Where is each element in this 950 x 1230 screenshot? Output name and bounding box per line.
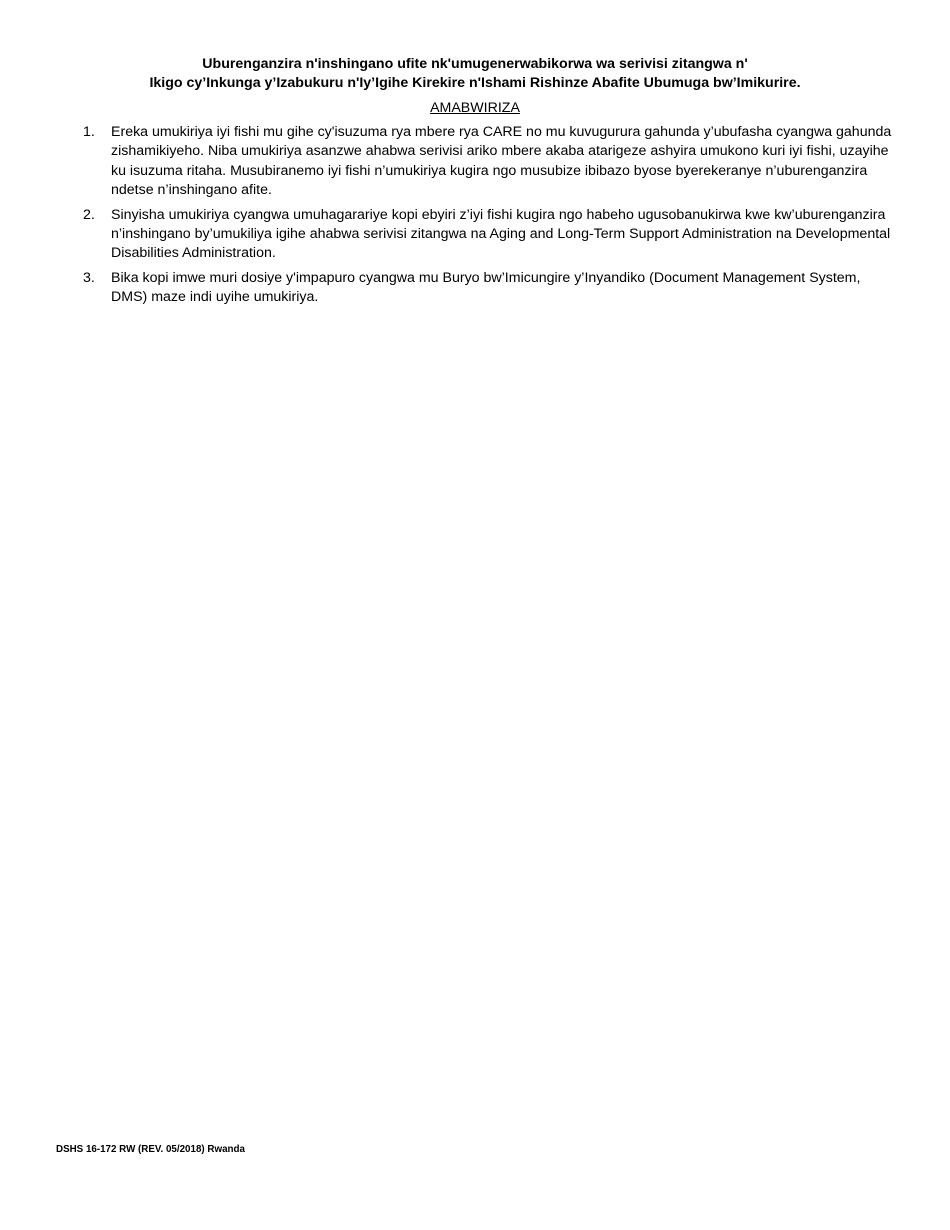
- form-footer: DSHS 16-172 RW (REV. 05/2018) Rwanda: [56, 1144, 245, 1155]
- instruction-item-3: [80, 269, 895, 308]
- instruction-text: Sinyisha umukiriya cyangwa umuhagarariye kopi ebyiri z’iyi fishi kugira ngo habeho ugusobanukirwa kwe kw’uburenganzira n’inshingano by’umukiliya igihe ahabwa serivisi zitangwa na Aging and Long-Term Support Administration na Developmental Disabilities Administration.: [111, 206, 891, 262]
- instruction-item-1: [80, 123, 895, 201]
- instruction-number: 3.: [83, 269, 95, 286]
- instructions-list: [80, 123, 895, 313]
- instruction-number: 2.: [83, 206, 95, 223]
- title-line-1: Uburenganzira n'inshingano ufite nk'umugenerwabikorwa wa serivisi zitangwa n': [202, 56, 748, 72]
- instruction-item-2: [80, 206, 895, 264]
- section-heading: AMABWIRIZA: [430, 100, 520, 116]
- instruction-number: 1.: [83, 124, 95, 140]
- document-title: [60, 55, 890, 93]
- instruction-text: Bika kopi imwe muri dosiye y'impapuro cyangwa mu Buryo bw’Imicungire y’Inyandiko (Document Management System, DMS) maze indi uyihe umukiriya.: [111, 269, 861, 306]
- title-line-2: Ikigo cy’Inkunga y’Izabukuru n'Iy’Igihe Kirekire n'Ishami Rishinze Abafite Ubumuga bw’Imikurire.: [149, 75, 801, 91]
- instruction-text: Ereka umukiriya iyi fishi mu gihe cy'isuzuma rya mbere rya CARE no mu kuvugurura gahunda y’ubufasha cyangwa gahunda zishamikiyeho. Niba umukiriya asanzwe ahabwa serivisi ariko mbere akaba atarigeze ashyira umukono kuri iyi fishi, uzayihe ku isuzuma ritaha. Musubiranemo iyi fishi n’umukiriya kugira ngo musubize ibibazo byose byerekeranye n’uburenganzira ndetse n’inshingano afite.: [111, 124, 892, 199]
